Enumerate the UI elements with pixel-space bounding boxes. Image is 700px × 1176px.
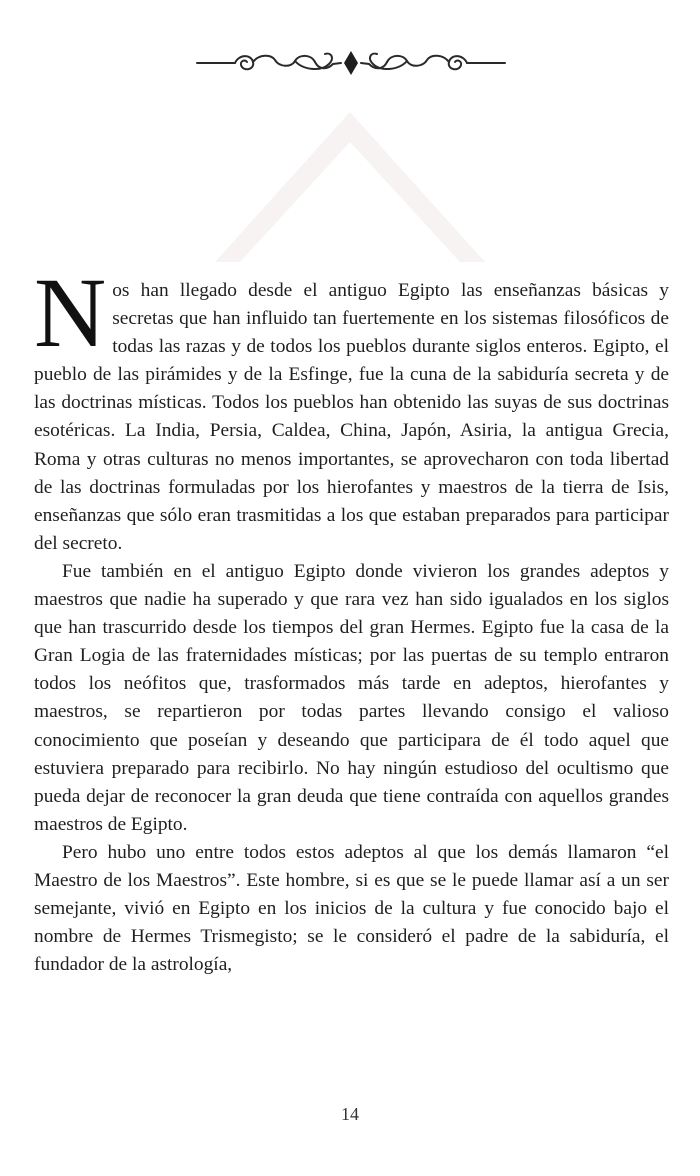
body-text [34,257,669,979]
decorative-flourish-icon [195,44,507,80]
paragraph-1 [34,257,669,558]
drop-cap: N [34,257,107,368]
paragraph-1-text: os han llegado desde el antiguo Egipto las enseñanzas básicas y secretas que han influido tan fuertemente en los sistemas filosóficos de todas las razas y de todos los pueblos durante siglos enteros. Egipto, el pueblo de las pirámides y de la Esfinge, fue la cuna de la sabiduría secreta y de las doctrinas místicas. Todos los pueblos han obtenido las suyas de sus doctrinas esotéricas. La India, Persia, Caldea, China, Japón, Asiria, la antigua Grecia, Roma y otras culturas no menos importantes, se aprovecharon con toda libertad de las doctrinas formuladas por los hierofantes y maestros de la tierra de Isis, enseñanzas que sólo eran trasmitidas a los que estaban preparados para participar del secreto. [34,280,669,554]
page-number: 14 [341,1104,359,1124]
paragraph-2: Fue también en el antiguo Egipto donde vivieron los grandes adeptos y maestros que nadie ha superado y que rara vez han sido igualados en los siglos que han trascurrido desde los tiempos del gran Hermes. Egipto fue la casa de la Gran Logia de las fraternidades místicas; por las puertas de su templo entraron todos los neófitos que, trasformados más tarde en adeptos, hierofantes y maestros, se repartieron por todas partes llevando consigo el valioso conocimiento que poseían y deseando que participara de él todo aquel que estuviera preparado para recibirlo. No hay ningún estudioso del ocultismo que pueda dejar de reconocer la gran deuda que tiene contraída con aquellos grandes maestros de Egipto. [34,560,669,835]
paragraph-3: Pero hubo uno entre todos estos adeptos al que los demás llamaron “el Maestro de los Maestros”. Este hombre, si es que se le puede llamar así a un ser semejante, vivió en Egipto en los inicios de la cultura y fue conocido bajo el nombre de Hermes Trismegisto; se le consideró el padre de la sabiduría, el fundador de la astrología, [34,841,669,976]
